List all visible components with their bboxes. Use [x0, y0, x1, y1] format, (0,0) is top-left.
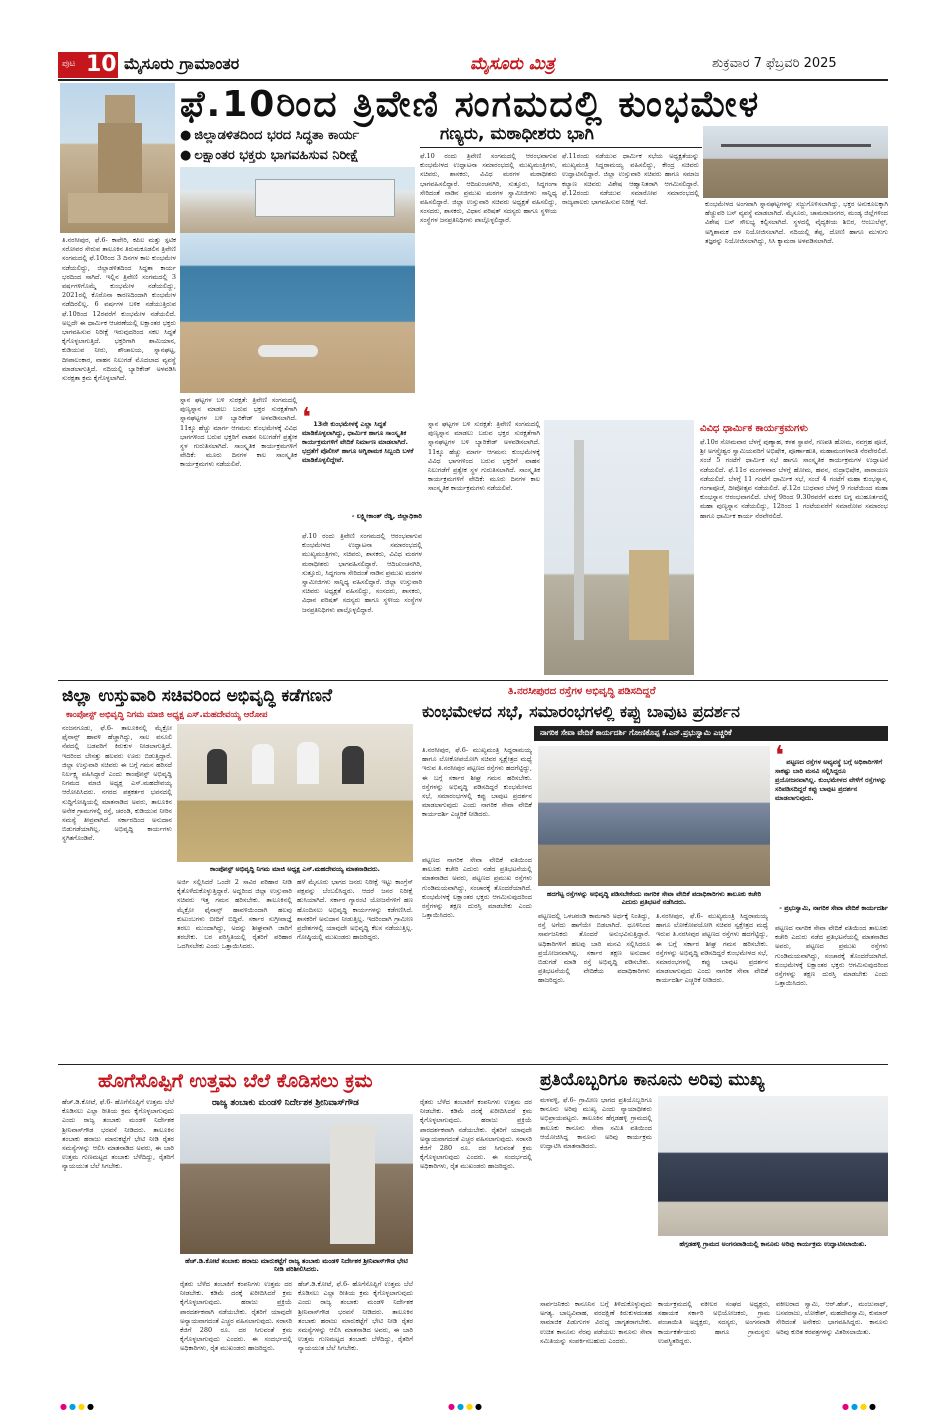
legal-awareness-photo — [658, 1096, 888, 1236]
story3-photo-caption: ಹದಗೆಟ್ಟ ರಸ್ತೆಗಳನ್ನು ಅಭಿವೃದ್ಧಿ ಪಡಿಸಬೇಕೆಂದು ನಾಗರಿಕ ಸೇವಾ ವೇದಿಕೆ ಪದಾಧಿಕಾರಿಗಳು ತಾಲೂಕು ಕಚೇರಿ ಎದುರು ಪ್ರತಿಭಟನೆ ನಡೆಸಿದರು. — [546, 890, 762, 906]
story5-headline: ಪ್ರತಿಯೊಬ್ಬರಿಗೂ ಕಾನೂನು ಅರಿವು ಮುಖ್ಯ — [540, 1070, 765, 1090]
story3-banner — [534, 726, 888, 741]
story2-body-col3: ಹಳೆ ಮೈಸೂರು ಭಾಗದ ಜನರು ನಿರೀಕ್ಷೆ ಇಟ್ಟು ಕಾಂಗ್ರೆಸ್ ಪಕ್ಷವನ್ನು ಬೆಂಬಲಿಸಿದ್ದರು. ಆದರೆ ಜನರ ನಿರೀಕ್ಷೆ ಹುಸಿಯಾಗಿದೆ. ಸರ್ಕಾರ ಗ್ಯಾರಂಟಿ ಯೋಜನೆಗಳಿಗೆ ಹಣ ಹೊಂದಿಸಲು ಅಭಿವೃದ್ಧಿ ಕಾರ್ಯಗಳನ್ನು ಕಡೆಗಣಿಸಿದೆ. ಶಾಸಕರಿಗೆ ಅನುದಾನ ನೀಡುತ್ತಿಲ್ಲ. ಇದರಿಂದಾಗಿ ಗ್ರಾಮೀಣ ಪ್ರದೇಶಗಳಲ್ಲಿ ಯಾವುದೇ ಅಭಿವೃದ್ಧಿ ಕೆಲಸ ನಡೆಯುತ್ತಿಲ್ಲ. ಗೋಷ್ಠಿಯಲ್ಲಿ ಮುಖಂಡರು ಹಾಜರಿದ್ದರು. — [297, 878, 413, 942]
newspaper-name: ಮೈಸೂರು ಮಿತ್ರ — [470, 54, 555, 74]
tobacco-auction-photo — [180, 1114, 413, 1254]
story2-photo-caption: ಕಾಂಪೋಸ್ಟ್ ಅಭಿವೃದ್ಧಿ ನಿಗಮ ಮಾಜಿ ಅಧ್ಯಕ್ಷ ಎಸ್.ಮಹದೇವಯ್ಯ ಮಾತನಾಡಿದರು. — [210, 865, 380, 873]
story4-body-col3: ಹೆಚ್.ಡಿ.ಕೋಟೆ, ಫೆ.6- ಹೊಗೆಸೊಪ್ಪಿಗೆ ಉತ್ತಮ ಬೆಲೆ ಕೊಡಿಸಲು ಎಲ್ಲಾ ರೀತಿಯ ಕ್ರಮ ಕೈಗೊಳ್ಳಲಾಗುವುದು ಎಂದು ರಾಜ್ಯ ತಂಬಾಕು ಮಂಡಳಿ ನಿರ್ದೇಶಕ ಶ್ರೀನಿವಾಸ್‌ಗೌಡ ಭರವಸೆ ನೀಡಿದರು. ತಾಲೂಕಿನ ತಂಬಾಕು ಹರಾಜು ಮಾರುಕಟ್ಟೆಗೆ ಭೇಟಿ ನೀಡಿ ರೈತರ ಸಮಸ್ಯೆಗಳನ್ನು ಆಲಿಸಿ ಮಾತನಾಡಿದ ಅವರು, ಈ ಬಾರಿ ಉತ್ತಮ ಗುಣಮಟ್ಟದ ತಂಬಾಕು ಬೆಳೆದಿದ್ದು, ರೈತರಿಗೆ ನ್ಯಾಯಯುತ ಬೆಲೆ ಸಿಗಬೇಕು. — [298, 1280, 413, 1353]
issue-date: ಶುಕ್ರವಾರ 7 ಫೆಬ್ರವರಿ 2025 — [712, 56, 837, 71]
story3-body-col3: ಪಟ್ಟಣದಲ್ಲಿ ಒಳಚರಂಡಿ ಕಾಮಗಾರಿ ಅರ್ಧಕ್ಕೆ ನಿಂತಿದ್ದು, ರಸ್ತೆ ಅಗೆದು ಹಾಗೆಯೇ ಬಿಡಲಾಗಿದೆ. ಧೂಳಿನಿಂದ ಸಾರ್ವಜನಿಕರು ತೊಂದರೆ ಅನುಭವಿಸುತ್ತಿದ್ದಾರೆ. ಅಧಿಕಾರಿಗಳಿಗೆ ಹಲವು ಬಾರಿ ಮನವಿ ಸಲ್ಲಿಸಿದರೂ ಪ್ರಯೋಜನವಾಗಿಲ್ಲ. ಸರ್ಕಾರ ತಕ್ಷಣ ಅನುದಾನ ಬಿಡುಗಡೆ ಮಾಡಿ ರಸ್ತೆ ಅಭಿವೃದ್ಧಿ ಪಡಿಸಬೇಕು. ಪ್ರತಿಭಟನೆಯಲ್ಲಿ ವೇದಿಕೆಯ ಪದಾಧಿಕಾರಿಗಳು ಹಾಜರಿದ್ದರು. — [538, 912, 650, 985]
story3-body-col2: ಪಟ್ಟಣದ ನಾಗರಿಕ ಸೇವಾ ವೇದಿಕೆ ವತಿಯಿಂದ ತಾಲೂಕು ಕಚೇರಿ ಎದುರು ನಡೆದ ಪ್ರತಿಭಟನೆಯಲ್ಲಿ ಮಾತನಾಡಿದ ಅವರು, ಪಟ್ಟಣದ ಪ್ರಮುಖ ರಸ್ತೆಗಳು ಗುಂಡಿಮಯವಾಗಿದ್ದು, ಸಂಚಾರಕ್ಕೆ ತೊಂದರೆಯಾಗಿದೆ. ಕುಂಭಮೇಳಕ್ಕೆ ಲಕ್ಷಾಂತರ ಭಕ್ತರು ಆಗಮಿಸುವುದರಿಂದ ರಸ್ತೆಗಳನ್ನು ತಕ್ಷಣ ದುರಸ್ತಿ ಮಾಡಬೇಕು ಎಂದು ಒತ್ತಾಯಿಸಿದರು. — [422, 856, 532, 920]
story4-headline: ಹೊಗೆಸೊಪ್ಪಿಗೆ ಉತ್ತಮ ಬೆಲೆ ಕೊಡಿಸಲು ಕ್ರಮ — [98, 1070, 373, 1092]
pullquote-text: 13ನೇ ಕುಂಭಮೇಳಕ್ಕೆ ಎಲ್ಲಾ ಸಿದ್ಧತೆ ಮಾಡಿಕೊಳ್ಳಲಾಗಿದ್ದು, ಧಾರ್ಮಿಕ ಹಾಗೂ ಸಾಂಸ್ಕೃತಿಕ ಕಾರ್ಯಕ್ರಮಗಳಿಗೆ ವೇದಿಕೆ ನಿರ್ಮಾಣ ಮಾಡಲಾಗಿದೆ. ಭದ್ರತೆಗೆ ಪೊಲೀಸ್ ಹಾಗೂ ಅಗ್ನಿಶಾಮಕ ಸಿಬ್ಬಂದಿ ಬಳಕೆ ಮಾಡಿಕೊಳ್ಳಲಿದ್ದೇವೆ. — [302, 420, 414, 464]
story3-banner-text: ನಾಗರಿಕ ಸೇವಾ ವೇದಿಕೆ ಕಾರ್ಯದರ್ಶಿ ಗೋಣಿಕೊಪ್ಪ ಕೆ.ಎನ್.ಪ್ರಭುಸ್ವಾಮಿ ಎಚ್ಚರಿಕೆ — [540, 728, 732, 737]
header-rule — [58, 79, 888, 81]
story2-body-col2: ಅರ್ಜಿ ಸಲ್ಲಿಸಿದರೆ ಒಂದೇ 2 ಸಾವಿರ ಪರಿಹಾರ ನೀಡಿ ಕೈತೊಳೆದುಕೊಳ್ಳುತ್ತಿದ್ದಾರೆ. ಅದ್ದರಿಂದ ಜಿಲ್ಲಾ ಉಸ್ತುವಾರಿ ಸಚಿವರು ಇತ್ತ ಗಮನ ಹರಿಸಬೇಕು. ತಾಲೂಕಿನಲ್ಲಿ ಮೈಕ್ರೋ ಫೈನಾನ್ಸ್ ಹಾವಳಿಯಿಂದಾಗಿ ಹಲವು ಕುಟುಂಬಗಳು ಬೀದಿಗೆ ಬಿದ್ದಿವೆ. ಸರ್ಕಾರ ಸುಗ್ರೀವಾಜ್ಞೆ ತರಲು ಮುಂದಾಗಿದ್ದು, ಅದನ್ನು ಶೀಘ್ರವಾಗಿ ಜಾರಿಗೆ ತರಬೇಕು. ಬರ ಪರಿಸ್ಥಿತಿಯಲ್ಲಿ ರೈತರಿಗೆ ಪರಿಹಾರ ಒದಗಿಸಬೇಕು ಎಂದು ಒತ್ತಾಯಿಸಿದರು. — [177, 878, 292, 951]
story4-photo-caption: ಹೆಚ್.ಡಿ.ಕೋಟೆ ತಂಬಾಕು ಹರಾಜು ಮಾರುಕಟ್ಟೆಗೆ ರಾಜ್ಯ ತಂಬಾಕು ಮಂಡಳಿ ನಿರ್ದೇಶಕ ಶ್ರೀನಿವಾಸ್‌ಗೌಡ ಭೇಟಿ ನೀಡಿ ಪರಿಶೀಲಿಸಿದರು. — [185, 1257, 408, 1273]
story5-body-col1: ಮಳವಳ್ಳಿ, ಫೆ.6- ಗ್ರಾಮೀಣ ಭಾಗದ ಪ್ರತಿಯೊಬ್ಬರಿಗೂ ಕಾನೂನು ಅರಿವು ಮುಖ್ಯ ಎಂದು ನ್ಯಾಯಾಧೀಶರು ಅಭಿಪ್ರಾಯಪಟ್ಟರು. ತಾಲೂಕಿನ ಹೆಗ್ಗಡಹಳ್ಳಿ ಗ್ರಾಮದಲ್ಲಿ ತಾಲೂಕು ಕಾನೂನು ಸೇವಾ ಸಮಿತಿ ವತಿಯಿಂದ ಆಯೋಜಿಸಿದ್ದ ಕಾನೂನು ಅರಿವು ಕಾರ್ಯಕ್ರಮ ಉದ್ಘಾಟಿಸಿ ಮಾತನಾಡಿದರು. — [540, 1096, 652, 1151]
story4-body-col4: ರೈತರು ಬೆಳೆದ ತಂಬಾಕಿಗೆ ಕಂಪನಿಗಳು ಉತ್ತಮ ದರ ನೀಡಬೇಕು. ಕಡಿಮೆ ದರಕ್ಕೆ ಖರೀದಿಸಿದರೆ ಕ್ರಮ ಕೈಗೊಳ್ಳಲಾಗುವುದು. ಹರಾಜು ಪ್ರಕ್ರಿಯೆ ಪಾರದರ್ಶಕವಾಗಿ ನಡೆಯಬೇಕು. ರೈತರಿಗೆ ಯಾವುದೇ ಅನ್ಯಾಯವಾಗದಂತೆ ಎಚ್ಚರ ವಹಿಸಲಾಗುವುದು. ಸರಾಸರಿ ಕೆಜಿಗೆ 280 ರೂ. ದರ ಸಿಗುವಂತೆ ಕ್ರಮ ಕೈಗೊಳ್ಳಲಾಗುವುದು ಎಂದರು. ಈ ಸಂದರ್ಭದಲ್ಲಿ ಅಧಿಕಾರಿಗಳು, ರೈತ ಮುಖಂಡರು ಹಾಜರಿದ್ದರು. — [420, 1098, 532, 1171]
section-name: ಮೈಸೂರು ಗ್ರಾಮಾಂತರ — [124, 54, 240, 73]
story5-body-col3: ಕಾರ್ಯಕ್ರಮದಲ್ಲಿ ವಕೀಲರ ಸಂಘದ ಅಧ್ಯಕ್ಷರು, ಸಹಾಯಕ ಸರ್ಕಾರಿ ಅಭಿಯೋಜಕರು, ಗ್ರಾಮ ಪಂಚಾಯಿತಿ ಅಧ್ಯಕ್ಷರು, ಸದಸ್ಯರು, ಅಂಗನವಾಡಿ ಕಾರ್ಯಕರ್ತೆಯರು ಹಾಗೂ ಗ್ರಾಮಸ್ಥರು ಉಪಸ್ಥಿತರಿದ್ದರು. — [658, 1300, 770, 1345]
story3-headline: ಕುಂಭಮೇಳದ ಸಭೆ, ಸಮಾರಂಭಗಳಲ್ಲಿ ಕಪ್ಪು ಬಾವುಟ ಪ್ರದರ್ಶನ — [422, 702, 740, 721]
pillar-temple-photo — [544, 420, 694, 675]
lead-pullquote — [302, 403, 422, 508]
story3-kicker: ತಿ.ನರಸೀಪುರದ ರಸ್ತೆಗಳ ಅಭಿವೃದ್ಧಿ ಪಡಿಸದಿದ್ದರೆ — [508, 686, 656, 697]
box-rule — [420, 147, 702, 148]
side-headline: ವಿವಿಧ ಧಾರ್ಮಿಕ ಕಾರ್ಯಕ್ರಮಗಳು — [700, 423, 808, 434]
lead-body-col2: ಫೆ.10 ರಂದು ತ್ರಿವೇಣಿ ಸಂಗಮದಲ್ಲಿ ಆರಂಭವಾಗುವ ಕುಂಭಮೇಳದ ಉದ್ಘಾಟನಾ ಸಮಾರಂಭದಲ್ಲಿ ಮುಖ್ಯಮಂತ್ರಿಗಳು, ಸಚಿವರು, ಶಾಸಕರು, ವಿವಿಧ ಮಠಗಳ ಮಠಾಧೀಶರು ಭಾಗವಹಿಸಲಿದ್ದಾರೆ. ಆದಿಚುಂಚನಗಿರಿ, ಸುತ್ತೂರು, ಸಿದ್ಧಗಂಗಾ ಸೇರಿದಂತೆ ನಾಡಿನ ಪ್ರಮುಖ ಮಠಗಳ ಸ್ವಾಮೀಜಿಗಳು ಸಾನ್ನಿಧ್ಯ ವಹಿಸಲಿದ್ದಾರೆ. ಜಿಲ್ಲಾ ಉಸ್ತುವಾರಿ ಸಚಿವರು ಅಧ್ಯಕ್ಷತೆ ವಹಿಸಲಿದ್ದು, ಸಂಸದರು, ಶಾಸಕರು, ವಿಧಾನ ಪರಿಷತ್ ಸದಸ್ಯರು ಹಾಗೂ ಸ್ಥಳೀಯ ಸಂಸ್ಥೆಗಳ ಜನಪ್ರತಿನಿಧಿಗಳು ಪಾಲ್ಗೊಳ್ಳಲಿದ್ದಾರೆ. — [420, 152, 557, 225]
lead-body-col6: ಫೆ.10 ರಂದು ತ್ರಿವೇಣಿ ಸಂಗಮದಲ್ಲಿ ಆರಂಭವಾಗುವ ಕುಂಭಮೇಳದ ಉದ್ಘಾಟನಾ ಸಮಾರಂಭದಲ್ಲಿ ಮುಖ್ಯಮಂತ್ರಿಗಳು, ಸಚಿವರು, ಶಾಸಕರು, ವಿವಿಧ ಮಠಗಳ ಮಠಾಧೀಶರು ಭಾಗವಹಿಸಲಿದ್ದಾರೆ. ಆದಿಚುಂಚನಗಿರಿ, ಸುತ್ತೂರು, ಸಿದ್ಧಗಂಗಾ ಸೇರಿದಂತೆ ನಾಡಿನ ಪ್ರಮುಖ ಮಠಗಳ ಸ್ವಾಮೀಜಿಗಳು ಸಾನ್ನಿಧ್ಯ ವಹಿಸಲಿದ್ದಾರೆ. ಜಿಲ್ಲಾ ಉಸ್ತುವಾರಿ ಸಚಿವರು ಅಧ್ಯಕ್ಷತೆ ವಹಿಸಲಿದ್ದು, ಸಂಸದರು, ಶಾಸಕರು, ವಿಧಾನ ಪರಿಷತ್ ಸದಸ್ಯರು ಹಾಗೂ ಸ್ಥಳೀಯ ಸಂಸ್ಥೆಗಳ ಜನಪ್ರತಿನಿಧಿಗಳು ಪಾಲ್ಗೊಳ್ಳಲಿದ್ದಾರೆ. — [302, 532, 422, 614]
river-confluence-photo — [180, 233, 415, 393]
section-rule-2 — [58, 1064, 888, 1065]
lead-body-col1: ತಿ.ನರಸೀಪುರ, ಫೆ.6- ಕಾವೇರಿ, ಕಪಿಲ ಮತ್ತು ಸ್ಫಟಿಕ ಸರೋವರ ಸೇರುವ ತಾಲೂಕಿನ ತಿರುಮಕೂಡಲಿನ ತ್ರಿವೇಣಿ ಸಂಗಮದಲ್ಲಿ ಫೆ.10ರಿಂದ 3 ದಿನಗಳ ಕಾಲ ಕುಂಭಮೇಳ ನಡೆಯಲಿದ್ದು, ಜಿಲ್ಲಾಡಳಿತದಿಂದ ಸಿದ್ಧತಾ ಕಾರ್ಯ ಭರದಿಂದ ಸಾಗಿದೆ. ಇಲ್ಲಿನ ತ್ರಿವೇಣಿ ಸಂಗಮದಲ್ಲಿ 3 ವರ್ಷಗಳಿಗೊಮ್ಮೆ ಕುಂಭಮೇಳ ನಡೆಯಲಿದ್ದು, 2021ರಲ್ಲಿ ಕೊರೊನಾ ಕಾರಣದಿಂದಾಗಿ ಕುಂಭಮೇಳ ನಡೆದಿರಲಿಲ್ಲ. 6 ವರ್ಷಗಳ ಬಳಿಕ ನಡೆಯುತ್ತಿರುವ ಫೆ.10ರಿಂದ 12ರವರೆಗೆ ಕುಂಭಮೇಳ ನಡೆಯಲಿದೆ. ಅಲ್ಲದೇ ಈ ಧಾರ್ಮಿಕ ಆಚರಣೆಯಲ್ಲಿ ಲಕ್ಷಾಂತರ ಭಕ್ತರು ಭಾಗವಹಿಸುವ ನಿರೀಕ್ಷೆ ಇರುವುದರಿಂದ ಸಕಲ ಸಿದ್ಧತೆ ಕೈಗೊಳ್ಳಲಾಗುತ್ತಿದೆ. ಭಕ್ತರಿಗಾಗಿ ಶಾಮಿಯಾನ, ಕುಡಿಯುವ ನೀರು, ಶೌಚಾಲಯ, ಸ್ನಾನಘಟ್ಟ, ದೀಪಾಲಂಕಾರ, ವಾಹನ ನಿಲುಗಡೆ ಮೊದಲಾದ ವ್ಯವಸ್ಥೆ ಮಾಡಲಾಗುತ್ತಿದೆ. ನದಿಯಲ್ಲಿ ಬ್ಯಾರಿಕೇಡ್ ಅಳವಡಿಸಿ ಸುರಕ್ಷತಾ ಕ್ರಮ ಕೈಗೊಳ್ಳಲಾಗಿದೆ. — [62, 236, 176, 383]
section-rule-1 — [58, 680, 888, 681]
registration-marks-center: ●●●● — [448, 1402, 484, 1411]
page-number: 10 — [86, 52, 117, 77]
story3-pullquote — [775, 741, 888, 901]
folio-label: ಪುಟ — [62, 59, 76, 69]
protest-group-photo — [538, 746, 770, 886]
lead-bullet-2: ● ಲಕ್ಷಾಂತರ ಭಕ್ತರು ಭಾಗವಹಿಸುವ ನಿರೀಕ್ಷೆ — [180, 148, 359, 163]
story4-body-col1: ಹೆಚ್.ಡಿ.ಕೋಟೆ, ಫೆ.6- ಹೊಗೆಸೊಪ್ಪಿಗೆ ಉತ್ತಮ ಬೆಲೆ ಕೊಡಿಸಲು ಎಲ್ಲಾ ರೀತಿಯ ಕ್ರಮ ಕೈಗೊಳ್ಳಲಾಗುವುದು ಎಂದು ರಾಜ್ಯ ತಂಬಾಕು ಮಂಡಳಿ ನಿರ್ದೇಶಕ ಶ್ರೀನಿವಾಸ್‌ಗೌಡ ಭರವಸೆ ನೀಡಿದರು. ತಾಲೂಕಿನ ತಂಬಾಕು ಹರಾಜು ಮಾರುಕಟ್ಟೆಗೆ ಭೇಟಿ ನೀಡಿ ರೈತರ ಸಮಸ್ಯೆಗಳನ್ನು ಆಲಿಸಿ ಮಾತನಾಡಿದ ಅವರು, ಈ ಬಾರಿ ಉತ್ತಮ ಗುಣಮಟ್ಟದ ತಂಬಾಕು ಬೆಳೆದಿದ್ದು, ರೈತರಿಗೆ ನ್ಯಾಯಯುತ ಬೆಲೆ ಸಿಗಬೇಕು. — [62, 1098, 174, 1171]
story4-body-col2: ರೈತರು ಬೆಳೆದ ತಂಬಾಕಿಗೆ ಕಂಪನಿಗಳು ಉತ್ತಮ ದರ ನೀಡಬೇಕು. ಕಡಿಮೆ ದರಕ್ಕೆ ಖರೀದಿಸಿದರೆ ಕ್ರಮ ಕೈಗೊಳ್ಳಲಾಗುವುದು. ಹರಾಜು ಪ್ರಕ್ರಿಯೆ ಪಾರದರ್ಶಕವಾಗಿ ನಡೆಯಬೇಕು. ರೈತರಿಗೆ ಯಾವುದೇ ಅನ್ಯಾಯವಾಗದಂತೆ ಎಚ್ಚರ ವಹಿಸಲಾಗುವುದು. ಸರಾಸರಿ ಕೆಜಿಗೆ 280 ರೂ. ದರ ಸಿಗುವಂತೆ ಕ್ರಮ ಕೈಗೊಳ್ಳಲಾಗುವುದು ಎಂದರು. ಈ ಸಂದರ್ಭದಲ್ಲಿ ಅಧಿಕಾರಿಗಳು, ರೈತ ಮುಖಂಡರು ಹಾಜರಿದ್ದರು. — [180, 1280, 292, 1353]
story3-quote-mark-icon: ❛ — [775, 741, 785, 771]
pavilion-tent-photo — [180, 167, 415, 233]
story2-body-col1: ನಂಜನಗೂಡು, ಫೆ.6- ತಾಲೂಕಿನಲ್ಲಿ ಮೈಕ್ರೋ ಫೈನಾನ್ಸ್ ಹಾವಳಿ ಹೆಚ್ಚಾಗಿದ್ದು, ಸಾಲ ವಸೂಲಿ ನೆಪದಲ್ಲಿ ಬಡವರಿಗೆ ಕಿರುಕುಳ ನೀಡಲಾಗುತ್ತಿದೆ. ಇದರಿಂದ ಬೇಸತ್ತು ಹಲವರು ಊರು ಬಿಡುತ್ತಿದ್ದಾರೆ. ಜಿಲ್ಲಾ ಉಸ್ತುವಾರಿ ಸಚಿವರು ಈ ಬಗ್ಗೆ ಗಮನ ಹರಿಸದೆ ನಿರ್ಲಕ್ಷ್ಯ ವಹಿಸಿದ್ದಾರೆ ಎಂದು ಕಾಂಪೋಸ್ಟ್ ಅಭಿವೃದ್ಧಿ ನಿಗಮದ ಮಾಜಿ ಅಧ್ಯಕ್ಷ ಎಸ್.ಮಹದೇವಯ್ಯ ಆರೋಪಿಸಿದರು. ನಗರದ ಪತ್ರಕರ್ತರ ಭವನದಲ್ಲಿ ಸುದ್ದಿಗೋಷ್ಠಿಯಲ್ಲಿ ಮಾತನಾಡಿದ ಅವರು, ತಾಲೂಕಿನ ಅನೇಕ ಗ್ರಾಮಗಳಲ್ಲಿ ರಸ್ತೆ, ಚರಂಡಿ, ಕುಡಿಯುವ ನೀರಿನ ಸಮಸ್ಯೆ ತೀವ್ರವಾಗಿದೆ. ಸರ್ಕಾರದಿಂದ ಅನುದಾನ ಬಿಡುಗಡೆಯಾಗಿಲ್ಲ. ಅಭಿವೃದ್ಧಿ ಕಾರ್ಯಗಳು ಸ್ಥಗಿತಗೊಂಡಿವೆ. — [62, 724, 172, 843]
story3-body-col5: ಪಟ್ಟಣದ ನಾಗರಿಕ ಸೇವಾ ವೇದಿಕೆ ವತಿಯಿಂದ ತಾಲೂಕು ಕಚೇರಿ ಎದುರು ನಡೆದ ಪ್ರತಿಭಟನೆಯಲ್ಲಿ ಮಾತನಾಡಿದ ಅವರು, ಪಟ್ಟಣದ ಪ್ರಮುಖ ರಸ್ತೆಗಳು ಗುಂಡಿಮಯವಾಗಿದ್ದು, ಸಂಚಾರಕ್ಕೆ ತೊಂದರೆಯಾಗಿದೆ. ಕುಂಭಮೇಳಕ್ಕೆ ಲಕ್ಷಾಂತರ ಭಕ್ತರು ಆಗಮಿಸುವುದರಿಂದ ರಸ್ತೆಗಳನ್ನು ತಕ್ಷಣ ದುರಸ್ತಿ ಮಾಡಬೇಕು ಎಂದು ಒತ್ತಾಯಿಸಿದರು. — [775, 924, 888, 988]
page-folio — [58, 52, 118, 78]
story4-subheadline: ರಾಜ್ಯ ತಂಬಾಕು ಮಂಡಳಿ ನಿರ್ದೇಶಕ ಶ್ರೀನಿವಾಸ್‌ಗೌಡ — [212, 1098, 359, 1108]
side-body: ಫೆ.10ರ ಸೋಮವಾರ ಬೆಳಗ್ಗೆ ಪುಣ್ಯಾಹ, ಕಳಶ ಸ್ಥಾಪನೆ, ಗಣಪತಿ ಹೋಮ, ನವಗ್ರಹ ಪೂಜೆ, ಶ್ರೀ ಅಗಸ್ತ್ಯೇಶ್ವರ ಸ್ವಾಮಿಯವರಿಗೆ ಅಭಿಷೇಕ, ಪೂರ್ಣಾಹುತಿ, ಮಹಾಮಂಗಳಾರತಿ ನೆರವೇರಲಿದೆ. ಸಂಜೆ 5 ಗಂಟೆಗೆ ಧಾರ್ಮಿಕ ಸಭೆ ಹಾಗೂ ಸಾಂಸ್ಕೃತಿಕ ಕಾರ್ಯಕ್ರಮಗಳ ಉದ್ಘಾಟನೆ ನಡೆಯಲಿದೆ. ಫೆ.11ರ ಮಂಗಳವಾರ ಬೆಳಗ್ಗೆ ಹೋಮ, ಹವನ, ರುದ್ರಾಭಿಷೇಕ, ಪಾರಾಯಣ ನಡೆಯಲಿದೆ. ಬೆಳಗ್ಗೆ 11 ಗಂಟೆಗೆ ಧಾರ್ಮಿಕ ಸಭೆ, ಸಂಜೆ 4 ಗಂಟೆಗೆ ಮಹಾ ಕುಂಭಸ್ನಾನ, ಗಂಗಾಪೂಜೆ, ದೀಪೋತ್ಸವ ನಡೆಯಲಿದೆ. ಫೆ.12ರ ಬುಧವಾರ ಬೆಳಗ್ಗೆ 9 ಗಂಟೆಯಿಂದ ಮಹಾ ಕುಂಭಸ್ನಾನ ಆರಂಭವಾಗಲಿದೆ. ಬೆಳಗ್ಗೆ 9ರಿಂದ 9.30ರವರೆಗೆ ಮಕರ ಲಗ್ನ ಮುಹೂರ್ತದಲ್ಲಿ ಮಹಾ ಪುಣ್ಯಸ್ನಾನ ನಡೆಯಲಿದ್ದು, 12ರಿಂದ 1 ಗಂಟೆಯವರೆಗೆ ಸಮಾರೋಪ ಸಮಾರಂಭ ಹಾಗೂ ಧಾರ್ಮಿಕ ಕಾರ್ಯ ನೆರವೇರಲಿದೆ. — [700, 438, 888, 520]
quote-mark-icon: ❛ — [302, 403, 312, 433]
lead-bullet-1: ● ಜಿಲ್ಲಾಡಳಿತದಿಂದ ಭರದ ಸಿದ್ಧತಾ ಕಾರ್ಯ — [180, 128, 359, 143]
story3-body-col4: ತಿ.ನರಸೀಪುರ, ಫೆ.6- ಮುಖ್ಯಮಂತ್ರಿ ಸಿದ್ದರಾಮಯ್ಯ ಹಾಗೂ ಲೋಕೋಪಯೋಗಿ ಸಚಿವರ ಸ್ವಕ್ಷೇತ್ರದ ಮಧ್ಯೆ ಇರುವ ತಿ.ನರಸೀಪುರ ಪಟ್ಟಣದ ರಸ್ತೆಗಳು ಹದಗೆಟ್ಟಿದ್ದು, ಈ ಬಗ್ಗೆ ಸರ್ಕಾರ ಶೀಘ್ರ ಗಮನ ಹರಿಸಬೇಕು. ರಸ್ತೆಗಳನ್ನು ಅಭಿವೃದ್ಧಿ ಪಡಿಸದಿದ್ದರೆ ಕುಂಭಮೇಳದ ಸಭೆ, ಸಮಾರಂಭಗಳಲ್ಲಿ ಕಪ್ಪು ಬಾವುಟ ಪ್ರದರ್ಶನ ಮಾಡಲಾಗುವುದು ಎಂದು ನಾಗರಿಕ ಸೇವಾ ವೇದಿಕೆ ಕಾರ್ಯದರ್ಶಿ ಎಚ್ಚರಿಕೆ ನೀಡಿದರು. — [656, 912, 768, 985]
pullquote-attribution: - ಲಕ್ಷ್ಮೀಕಾಂತ್ ರೆಡ್ಡಿ, ಜಿಲ್ಲಾಧಿಕಾರಿ — [351, 512, 422, 520]
box-headline: ಗಣ್ಯರು, ಮಠಾಧೀಶರು ಭಾಗಿ — [440, 124, 594, 144]
press-meet-photo — [177, 724, 413, 862]
story5-photo-caption: ಹೆಗ್ಗಡಹಳ್ಳಿ ಗ್ರಾಮದ ಅಂಗನವಾಡಿಯಲ್ಲಿ ಕಾನೂನು ಅರಿವು ಕಾರ್ಯಕ್ರಮ ಉದ್ಘಾಟಿಸಲಾಯಿತು. — [679, 1240, 867, 1248]
shed-site-photo — [703, 126, 888, 198]
lead-body-col5: ಸ್ನಾನ ಘಟ್ಟಗಳ ಬಳಿ ಸುರಕ್ಷತೆ: ತ್ರಿವೇಣಿ ಸಂಗಮದಲ್ಲಿ ಪುಣ್ಯಸ್ನಾನ ಮಾಡಲು ಬರುವ ಭಕ್ತರ ಸುರಕ್ಷತೆಗಾಗಿ ಸ್ನಾನಘಟ್ಟಗಳ ಬಳಿ ಬ್ಯಾರಿಕೇಡ್ ಅಳವಡಿಸಲಾಗಿದೆ. 11ಕ್ಕೂ ಹೆಚ್ಚು ಮಾರ್ಗ ಆಗಮನ: ಕುಂಭಮೇಳಕ್ಕೆ ವಿವಿಧ ಭಾಗಗಳಿಂದ ಬರುವ ಭಕ್ತರಿಗೆ ವಾಹನ ನಿಲುಗಡೆಗೆ ಪ್ರತ್ಯೇಕ ಸ್ಥಳ ಗುರುತಿಸಲಾಗಿದೆ. ಸಾಂಸ್ಕೃತಿಕ ಕಾರ್ಯಕ್ರಮಗಳಿಗೆ ವೇದಿಕೆ: ಮೂರು ದಿನಗಳ ಕಾಲ ಸಾಂಸ್ಕೃತಿಕ ಕಾರ್ಯಕ್ರಮಗಳು ನಡೆಯಲಿವೆ. — [180, 396, 297, 469]
lead-headline: ಫೆ.10ರಿಂದ ತ್ರಿವೇಣಿ ಸಂಗಮದಲ್ಲಿ ಕುಂಭಮೇಳ — [180, 84, 761, 125]
registration-marks-left: ●●●● — [60, 1402, 96, 1411]
registration-marks-right: ●●●● — [842, 1402, 878, 1411]
lead-body-col7: ಸ್ನಾನ ಘಟ್ಟಗಳ ಬಳಿ ಸುರಕ್ಷತೆ: ತ್ರಿವೇಣಿ ಸಂಗಮದಲ್ಲಿ ಪುಣ್ಯಸ್ನಾನ ಮಾಡಲು ಬರುವ ಭಕ್ತರ ಸುರಕ್ಷತೆಗಾಗಿ ಸ್ನಾನಘಟ್ಟಗಳ ಬಳಿ ಬ್ಯಾರಿಕೇಡ್ ಅಳವಡಿಸಲಾಗಿದೆ. 11ಕ್ಕೂ ಹೆಚ್ಚು ಮಾರ್ಗ ಆಗಮನ: ಕುಂಭಮೇಳಕ್ಕೆ ವಿವಿಧ ಭಾಗಗಳಿಂದ ಬರುವ ಭಕ್ತರಿಗೆ ವಾಹನ ನಿಲುಗಡೆಗೆ ಪ್ರತ್ಯೇಕ ಸ್ಥಳ ಗುರುತಿಸಲಾಗಿದೆ. ಸಾಂಸ್ಕೃತಿಕ ಕಾರ್ಯಕ್ರಮಗಳಿಗೆ ವೇದಿಕೆ: ಮೂರು ದಿನಗಳ ಕಾಲ ಸಾಂಸ್ಕೃತಿಕ ಕಾರ್ಯಕ್ರಮಗಳು ನಡೆಯಲಿವೆ. — [428, 420, 540, 493]
story3-pullquote-text: ಪಟ್ಟಣದ ರಸ್ತೆಗಳ ಅವ್ಯವಸ್ಥೆ ಬಗ್ಗೆ ಅಧಿಕಾರಿಗಳಿಗೆ ಸಾಕಷ್ಟು ಬಾರಿ ಮನವಿ ಸಲ್ಲಿಸಿದ್ದರೂ ಪ್ರಯೋಜನವಾಗಿಲ್ಲ. ಕುಂಭಮೇಳದ ವೇಳೆಗೆ ರಸ್ತೆಗಳನ್ನು ಸರಿಪಡಿಸದಿದ್ದರೆ ಕಪ್ಪು ಬಾವುಟ ಪ್ರದರ್ಶನ ಮಾಡಲಾಗುವುದು. — [775, 758, 887, 802]
story5-body-col2: ಸಾರ್ವಜನಿಕರು ಕಾನೂನಿನ ಬಗ್ಗೆ ತಿಳಿದುಕೊಳ್ಳುವುದು ಅಗತ್ಯ. ಬಾಲ್ಯವಿವಾಹ, ವರದಕ್ಷಿಣೆ ಕಿರುಕುಳದಂತಹ ಸಾಮಾಜಿಕ ಪಿಡುಗುಗಳ ವಿರುದ್ಧ ಜಾಗೃತರಾಗಬೇಕು. ಉಚಿತ ಕಾನೂನು ನೆರವು ಪಡೆಯಲು ಕಾನೂನು ಸೇವಾ ಸಮಿತಿಯನ್ನು ಸಂಪರ್ಕಿಸಬಹುದು ಎಂದರು. — [540, 1300, 652, 1345]
story3-body-col1: ತಿ.ನರಸೀಪುರ, ಫೆ.6- ಮುಖ್ಯಮಂತ್ರಿ ಸಿದ್ದರಾಮಯ್ಯ ಹಾಗೂ ಲೋಕೋಪಯೋಗಿ ಸಚಿವರ ಸ್ವಕ್ಷೇತ್ರದ ಮಧ್ಯೆ ಇರುವ ತಿ.ನರಸೀಪುರ ಪಟ್ಟಣದ ರಸ್ತೆಗಳು ಹದಗೆಟ್ಟಿದ್ದು, ಈ ಬಗ್ಗೆ ಸರ್ಕಾರ ಶೀಘ್ರ ಗಮನ ಹರಿಸಬೇಕು. ರಸ್ತೆಗಳನ್ನು ಅಭಿವೃದ್ಧಿ ಪಡಿಸದಿದ್ದರೆ ಕುಂಭಮೇಳದ ಸಭೆ, ಸಮಾರಂಭಗಳಲ್ಲಿ ಕಪ್ಪು ಬಾವುಟ ಪ್ರದರ್ಶನ ಮಾಡಲಾಗುವುದು ಎಂದು ನಾಗರಿಕ ಸೇವಾ ವೇದಿಕೆ ಕಾರ್ಯದರ್ಶಿ ಎಚ್ಚರಿಕೆ ನೀಡಿದರು. — [422, 746, 532, 819]
lead-body-col3: ಫೆ.11ರಂದು ನಡೆಯುವ ಧಾರ್ಮಿಕ ಸಭೆಯ ಅಧ್ಯಕ್ಷತೆಯನ್ನು ಮುಖ್ಯಮಂತ್ರಿ ಸಿದ್ದರಾಮಯ್ಯ ವಹಿಸಲಿದ್ದು, ಕೇಂದ್ರ ಸಚಿವರು ಉದ್ಘಾಟಿಸಲಿದ್ದಾರೆ. ಜಿಲ್ಲಾ ಉಸ್ತುವಾರಿ ಸಚಿವರು ಹಾಗೂ ಸಮಾಜ ಕಲ್ಯಾಣ ಸಚಿವರು ವಿಶೇಷ ಆಹ್ವಾನಿತರಾಗಿ ಆಗಮಿಸಲಿದ್ದಾರೆ. ಫೆ.12ರಂದು ನಡೆಯುವ ಸಮಾರೋಪ ಸಮಾರಂಭದಲ್ಲಿ ರಾಜ್ಯಪಾಲರು ಭಾಗವಹಿಸುವ ನಿರೀಕ್ಷೆ ಇದೆ. — [562, 152, 699, 207]
story2-subheadline: ಕಾಂಪೋಸ್ಟ್ ಅಭಿವೃದ್ಧಿ ನಿಗಮ ಮಾಜಿ ಅಧ್ಯಕ್ಷ ಎಸ್.ಮಹದೇವಯ್ಯ ಆರೋಪ — [66, 710, 268, 720]
story2-headline: ಜಿಲ್ಲಾ ಉಸ್ತುವಾರಿ ಸಚಿವರಿಂದ ಅಭಿವೃದ್ಧಿ ಕಡೆಗಣನೆ — [62, 686, 333, 706]
temple-gopuram-photo — [60, 83, 175, 233]
story5-body-col4: ವಕೀಲರಾದ ಸ್ವಾಮಿ, ಆರ್.ಹೆಚ್., ಮಂಜುನಾಥ್, ಬಸವರಾಜು, ಲೋಕೇಶ್, ಮಹದೇವಸ್ವಾಮಿ, ಕುಮಾರ್ ಸೇರಿದಂತೆ ಅನೇಕರು ಭಾಗವಹಿಸಿದ್ದರು. ಕಾನೂನು ಅರಿವು ಕುರಿತ ಕರಪತ್ರಗಳನ್ನು ವಿತರಿಸಲಾಯಿತು. — [776, 1300, 888, 1336]
story3-pullquote-attribution: - ಪ್ರಭುಸ್ವಾಮಿ, ನಾಗರಿಕ ಸೇವಾ ವೇದಿಕೆ ಕಾರ್ಯದರ್ಶಿ — [779, 904, 888, 912]
lead-body-col4: ಕುಂಭಮೇಳದ ಅಂಗವಾಗಿ ಸ್ನಾನಘಟ್ಟಗಳನ್ನು ಸಜ್ಜುಗೊಳಿಸಲಾಗಿದ್ದು, ಭಕ್ತರ ಅನುಕೂಲಕ್ಕಾಗಿ ಹೆಚ್ಚುವರಿ ಬಸ್ ವ್ಯವಸ್ಥೆ ಮಾಡಲಾಗಿದೆ. ಮೈಸೂರು, ಚಾಮರಾಜನಗರ, ಮಂಡ್ಯ ಜಿಲ್ಲೆಗಳಿಂದ ವಿಶೇಷ ಬಸ್ ಸೌಲಭ್ಯ ಕಲ್ಪಿಸಲಾಗಿದೆ. ಸ್ಥಳದಲ್ಲಿ ವೈದ್ಯಕೀಯ ಶಿಬಿರ, ಆಂಬುಲೆನ್ಸ್, ಅಗ್ನಿಶಾಮಕ ದಳ ನಿಯೋಜಿಸಲಾಗಿದೆ. ನದಿಯಲ್ಲಿ ತೆಪ್ಪ, ದೋಣಿ ಹಾಗೂ ಮುಳುಗು ತಜ್ಞರನ್ನು ನಿಯೋಜಿಸಲಾಗಿದ್ದು, ಸಿಸಿ ಕ್ಯಾಮರಾ ಅಳವಡಿಸಲಾಗಿದೆ. — [705, 200, 888, 245]
